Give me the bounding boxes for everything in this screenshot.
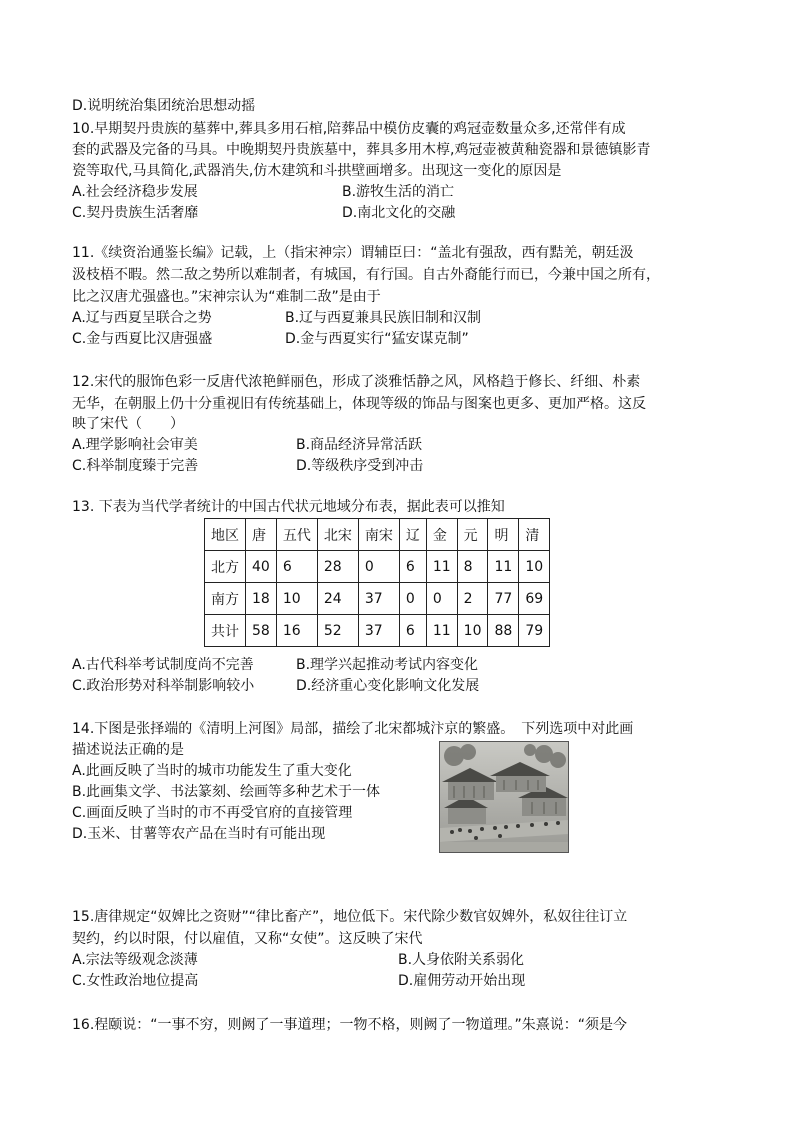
- q12-stem-line-2: 无华，在朝服上仍十分重视旧有传统基础上，体现等级的饰品与图案也更多、更加严格。这反: [72, 396, 646, 412]
- q14-option-b: B.此画集文学、书法篆刻、绘画等多种艺术于一体: [72, 784, 381, 800]
- qingming-painting-image: [439, 741, 569, 853]
- table-header-cell: 清: [519, 519, 550, 551]
- table-cell: 18: [246, 583, 277, 615]
- table-cell: 16: [276, 615, 317, 647]
- q15-option-c: C.女性政治地位提高: [72, 973, 199, 989]
- q9-option-d: D.说明统治集团统治思想动摇: [72, 98, 256, 114]
- table-cell: 77: [488, 583, 519, 615]
- table-cell: 88: [488, 615, 519, 647]
- table-cell: 0: [399, 583, 426, 615]
- q16-stem-line-1: 16.程颐说：“一事不穷，则阙了一事道理；一物不格，则阙了一物道理。”朱熹说：“须是今: [72, 1017, 628, 1033]
- q15-stem-line-2: 契约，约以时限，付以雇值，又称“女使”。这反映了宋代: [72, 931, 423, 947]
- table-cell: 69: [519, 583, 550, 615]
- table-cell: 40: [246, 551, 277, 583]
- table-cell: 11: [426, 615, 457, 647]
- q10-option-c: C.契丹贵族生活奢靡: [72, 205, 199, 221]
- q11-option-b: B.辽与西夏兼具民族旧制和汉制: [285, 310, 482, 326]
- table-cell: 79: [519, 615, 550, 647]
- q15-option-b: B.人身依附关系弱化: [398, 952, 525, 968]
- table-header-cell: 地区: [205, 519, 246, 551]
- q12-option-c: C.科举制度臻于完善: [72, 458, 199, 474]
- q11-stem-line-2: 汲枝梧不暇。然二敌之势所以难制者，有城国，有行国。自古外裔能行而已，今兼中国之所有，: [72, 267, 660, 283]
- status-distribution-table: [204, 518, 550, 647]
- table-header-cell: 金: [426, 519, 457, 551]
- table-header-cell: 明: [488, 519, 519, 551]
- table-row: [205, 551, 550, 583]
- table-cell: 8: [457, 551, 488, 583]
- table-header-cell: 唐: [246, 519, 277, 551]
- table-header-row: [205, 519, 550, 551]
- table-cell: 37: [358, 615, 399, 647]
- q12-option-d: D.等级秩序受到冲击: [296, 458, 424, 474]
- table-row: [205, 615, 550, 647]
- table-header-cell: 元: [457, 519, 488, 551]
- q13-stem: 13. 下表为当代学者统计的中国古代状元地域分布表，据此表可以推知: [72, 499, 505, 515]
- table-cell: 6: [399, 551, 426, 583]
- q15-stem-line-1: 15.唐律规定“奴婢比之资财”“律比畜产”，地位低下。宋代除少数官奴婢外，私奴往往订立: [72, 909, 628, 925]
- table-cell: 北方: [205, 551, 246, 583]
- table-header-cell: 五代: [276, 519, 317, 551]
- q10-option-b: B.游牧生活的消亡: [342, 184, 455, 200]
- q15-option-d: D.雇佣劳动开始出现: [398, 973, 526, 989]
- q10-option-d: D.南北文化的交融: [342, 205, 456, 221]
- q14-stem-line-1: 14.下图是张择端的《清明上河图》局部，描绘了北宋都城汴京的繁盛。 下列选项中对此画: [72, 721, 634, 737]
- q10-stem-line-2: 套的武器及完备的马具。中晚期契丹贵族墓中，葬具多用木椁,鸡冠壶被黄釉瓷器和景德镇影青: [72, 142, 651, 158]
- table-cell: 10: [457, 615, 488, 647]
- q13-option-b: B.理学兴起推动考试内容变化: [296, 657, 479, 673]
- table-cell: 10: [276, 583, 317, 615]
- q14-option-a: A.此画反映了当时的城市功能发生了重大变化: [72, 763, 352, 779]
- q12-stem-line-1: 12.宋代的服饰色彩一反唐代浓艳鲜丽色，形成了淡雅恬静之风，风格趋于修长、纤细、朴素: [72, 374, 641, 390]
- q11-stem-line-3: 比之汉唐尤强盛也。”宋神宗认为“难制二敌”是由于: [72, 289, 381, 305]
- table-cell: 南方: [205, 583, 246, 615]
- q12-option-b: B.商品经济异常活跃: [296, 437, 423, 453]
- table-row: [205, 583, 550, 615]
- q13-option-d: D.经济重心变化影响文化发展: [296, 678, 480, 694]
- q10-stem-line-3: 瓷等取代,马具简化,武器消失,仿木建筑和斗拱壁画增多。出现这一变化的原因是: [72, 163, 562, 179]
- q11-option-d: D.金与西夏实行“猛安谋克制”: [285, 331, 469, 347]
- table-cell: 24: [317, 583, 358, 615]
- table-header-cell: 南宋: [358, 519, 399, 551]
- table-cell: 0: [358, 551, 399, 583]
- table-header-cell: 北宋: [317, 519, 358, 551]
- q14-stem-line-2: 描述说法正确的是: [72, 742, 184, 758]
- table-cell: 28: [317, 551, 358, 583]
- q10-option-a: A.社会经济稳步发展: [72, 184, 198, 200]
- q11-option-a: A.辽与西夏呈联合之势: [72, 310, 212, 326]
- q13-option-a: A.古代科举考试制度尚不完善: [72, 657, 254, 673]
- q12-stem-line-3: 映了宋代（ ）: [72, 416, 184, 432]
- q11-option-c: C.金与西夏比汉唐强盛: [72, 331, 213, 347]
- table-cell: 58: [246, 615, 277, 647]
- table-cell: 11: [426, 551, 457, 583]
- table-cell: 共计: [205, 615, 246, 647]
- q12-option-a: A.理学影响社会审美: [72, 437, 198, 453]
- table-cell: 0: [426, 583, 457, 615]
- table-cell: 2: [457, 583, 488, 615]
- q11-stem-line-1: 11.《续资治通鉴长编》记载，上（指宋神宗）谓辅臣曰：“盖北有强敌，西有黠羌，朝廷汲: [72, 245, 634, 261]
- q10-stem-line-1: 10.早期契丹贵族的墓葬中,葬具多用石棺,陪葬品中模仿皮囊的鸡冠壶数量众多,还常伴有成: [72, 121, 626, 137]
- table-cell: 11: [488, 551, 519, 583]
- table-cell: 6: [399, 615, 426, 647]
- q14-option-c: C.画面反映了当时的市不再受官府的直接管理: [72, 805, 353, 821]
- table-cell: 6: [276, 551, 317, 583]
- q15-option-a: A.宗法等级观念淡薄: [72, 952, 198, 968]
- table-cell: 37: [358, 583, 399, 615]
- table-cell: 10: [519, 551, 550, 583]
- q14-option-d: D.玉米、甘薯等农产品在当时有可能出现: [72, 826, 326, 842]
- table-cell: 52: [317, 615, 358, 647]
- table-header-cell: 辽: [399, 519, 426, 551]
- q13-option-c: C.政治形势对科举制影响较小: [72, 678, 255, 694]
